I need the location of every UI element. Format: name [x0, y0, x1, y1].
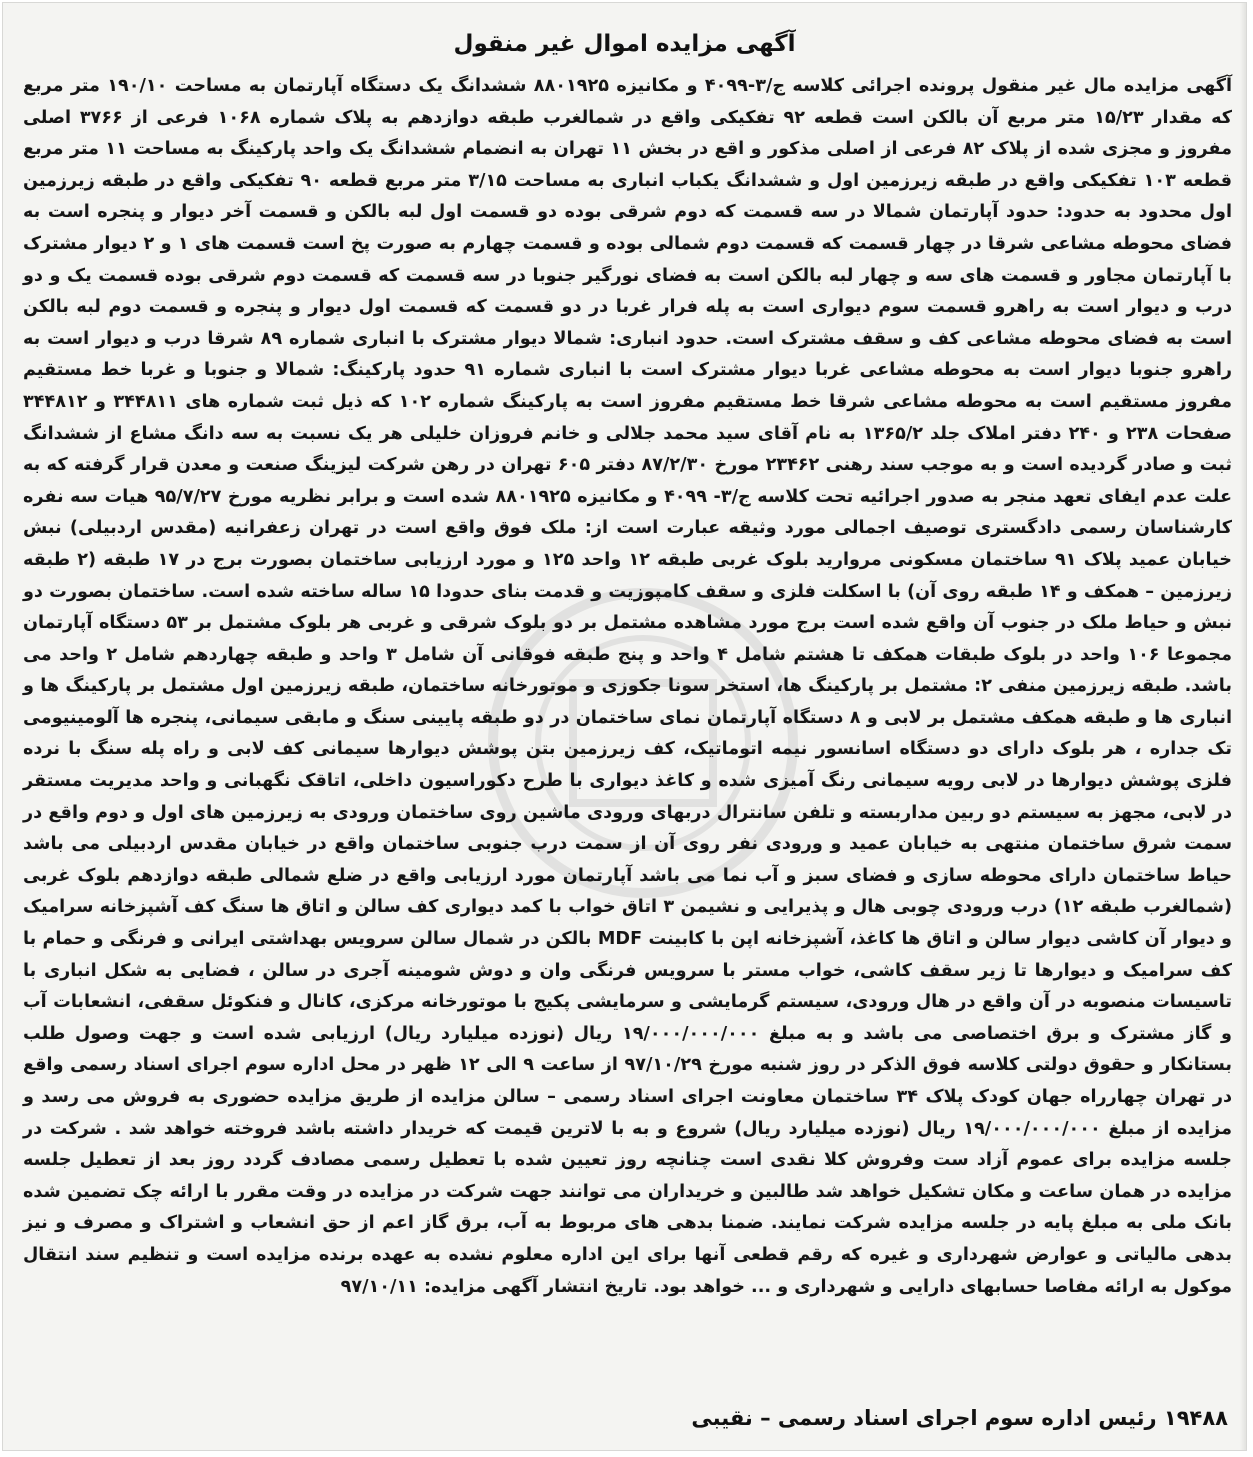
notice-body: آگهی مزایده مال غیر منقول پرونده اجرائی کلاسه ج/۳-۴۰۹۹ و مکانیزه ۸۸۰۱۹۲۵ ششدانگ یک دستگاه آپارتمان به مساحت ۱۹۰/۱۰ متر مربع که مقدار ۱۵/۲۳ متر مربع آن بالکن است قطعه ۹۲ تفکیکی واقع در شمالغرب طبقه دوازدهم به پلاک شماره ۱۰۶۸ فرعی از ۳۷۶۶ اصلی مفروز و مجزی شده از پلاک ۸۲ فرعی از اصلی مذکور و اقع در بخش ۱۱ تهران به انضمام ششدانگ یک واحد پارکینگ به مساحت ۱۱ متر مربع قطعه ۱۰۳ تفکیکی واقع در طبقه زیرزمین اول و ششدانگ یکباب انباری به مساحت ۳/۱۵ متر مربع قطعه ۹۰ تفکیکی واقع در طبقه زیرزمین اول محدود به حدود: حدود آپارتمان شمالا در سه قسمت که دوم شرقی بوده دو قسمت اول لبه بالکن و قسمت آخر دیوار و پنجره است به فضای محوطه مشاعی شرقا در چهار قسمت که قسمت دوم شمالی بوده و قسمت چهارم به صورت پخ است قسمت های ۱ و ۲ دیوار مشترک با آپارتمان مجاور و قسمت های سه و چهار لبه بالکن است به فضای نورگیر جنوبا در سه قسمت که قسمت دوم شرقی بوده قسمت یک و دو درب و دیوار است به راهرو قسمت سوم دیواری است به پله فرار غربا در دو قسمت که قسمت اول دیوار و پنجره و قسمت دوم لبه بالکن است به فضای محوطه مشاعی کف و سقف مشترک است. حدود انباری: شمالا دیوار مشترک با انباری شماره ۸۹ شرقا درب و دیوار است به راهرو جنوبا دیوار است به محوطه مشاعی غربا دیوار مشترک است با انباری شماره ۹۱ حدود پارکینگ: شمالا و جنوبا و غربا خط مستقیم مفروز مستقیم است به محوطه مشاعی شرقا خط مستقیم مفروز است به پارکینگ شماره ۱۰۲ که ذیل ثبت شماره های ۳۴۴۸۱۱ و ۳۴۴۸۱۲ صفحات ۲۳۸ و ۲۴۰ دفتر املاک جلد ۱۳۶۵/۲ به نام آقای سید محمد جلالی و خانم فروزان خلیلی هر یک نسبت به سه دانگ مشاع از ششدانگ ثبت و صادر گردیده است و به موجب سند رهنی ۲۳۴۶۲ مورخ ۸۷/۲/۳۰ دفتر ۶۰۵ تهران در رهن شرکت لیزینگ صنعت و معدن قرار گرفته که به علت عدم ایفای تعهد منجر به صدور اجرائیه تحت کلاسه ج/۳- ۴۰۹۹ و مکانیزه ۸۸۰۱۹۲۵ شده است و برابر نظریه مورخ ۹۵/۷/۲۷ هیات سه نفره کارشناسان رسمی دادگستری توصیف اجمالی مورد وثیقه عبارت است از: ملک فوق واقع است در تهران زعفرانیه (مقدس اردبیلی) نبش خیابان عمید پلاک ۹۱ ساختمان مسکونی مروارید بلوک غربی طبقه ۱۲ واحد ۱۲۵ و مورد ارزیابی ساختمان بصورت برج در ۱۷ طبقه (۲ طبقه زیرزمین – همکف و ۱۴ طبقه روی آن) با اسکلت فلزی و سقف کامپوزیت و قدمت بنای حدودا ۱۵ ساله ساخته شده است. ساختمان بصورت دو نبش و حیاط ملک در جنوب آن واقع شده است برج مورد مشاهده مشتمل بر دو بلوک شرقی و غربی هر بلوک مشتمل بر ۵۳ دستگاه آپارتمان مجموعا ۱۰۶ واحد در بلوک طبقات همکف تا هشتم شامل ۴ واحد و پنج طبقه فوقانی آن شامل ۳ واحد و طبقه چهاردهم شامل ۲ واحد می باشد. طبقه زیرزمین منفی ۲: مشتمل بر پارکینگ ها، استخر سونا جکوزی و موتورخانه ساختمان، طبقه زیرزمین اول مشتمل بر پارکینگ ها و انباری ها و طبقه همکف مشتمل بر لابی و ۸ دستگاه آپارتمان نمای ساختمان در دو طبقه پایینی سنگ و مابقی سیمانی، پنجره ها آلومینیومی تک جداره ، هر بلوک دارای دو دستگاه اسانسور نیمه اتوماتیک، کف زیرزمین بتن پوشش دیوارها سیمانی کف لابی و راه پله سنگ با نرده فلزی پوشش دیوارها در لابی رویه سیمانی رنگ آمیزی شده و کاغذ دیواری با طرح دکوراسیون داخلی، اتاقک نگهبانی و واحد مدیریت مستقر در لابی، مجهز به سیستم دو ربین مداربسته و تلفن سانترال دربهای ورودی ماشین روی ساختمان ورودی به زیرزمین های اول و دوم واقع در سمت شرق ساختمان منتهی به خیابان عمید و ورودی نفر روی آن از سمت درب جنوبی ساختمان واقع در خیابان مقدس اردبیلی می باشد حیاط ساختمان دارای محوطه سازی و فضای سبز و آب نما می باشد آپارتمان مورد ارزیابی واقع در ضلع شمالی طبقه دوازدهم بلوک غربی (شمالغرب طبقه ۱۲) درب ورودی چوبی هال و پذیرایی و نشیمن ۳ اتاق خواب با کمد دیواری کف سالن و اتاق ها سنگ کف آشپزخانه سرامیک و دیوار آن کاشی دیوار سالن و اتاق ها کاغذ، آشپزخانه اپن با کابینت MDF بالکن در شمال سالن سرویس بهداشتی ایرانی و فرنگی و حمام با کف سرامیک و دیوارها تا زیر سقف کاشی، خواب مستر با سرویس فرنگی وان و دوش شومینه آجری در سالن ، فضایی به شکل انباری با تاسیسات منصوبه در آن واقع در هال ورودی، سیستم گرمایشی و سرمایشی پکیج با موتورخانه مرکزی، کانال و فنکوئل سقفی، انشعابات آب و گاز مشترک و برق اختصاصی می باشد و به مبلغ ۱۹/۰۰۰/۰۰۰/۰۰۰ ریال (نوزده میلیارد ریال) ارزیابی شده است و جهت وصول طلب بستانکار و حقوق دولتی کلاسه فوق الذکر در روز شنبه مورخ ۹۷/۱۰/۲۹ از ساعت ۹ الی ۱۲ ظهر در محل اداره سوم اجرای اسناد رسمی واقع در تهران چهارراه جهان کودک پلاک ۳۴ ساختمان معاونت اجرای اسناد رسمی – سالن مزایده از طریق مزایده حضوری به فروش می رسد و مزایده از مبلغ ۱۹/۰۰۰/۰۰۰/۰۰۰ ریال (نوزده میلیارد ریال) شروع و به با لاترین قیمت که خریدار داشته باشد فروخته خواهد شد . شرکت در جلسه مزایده برای عموم آزاد ست وفروش کلا نقدی است چنانچه روز تعیین شده با تعطیل رسمی مصادف گردد روز بعد از تعطیل جلسه مزایده در همان ساعت و مکان تشکیل خواهد شد طالبین و خریداران می توانند جهت شرکت در مزایده در وقت مقرر با ارائه چک تضمین شده بانک ملی به مبلغ پایه در جلسه مزایده شرکت نمایند. ضمنا بدهی های مربوط به آب، برق گاز اعم از حق انشعاب و اشتراک و مصرف و نیز بدهی مالیاتی و عوارض شهرداری و غیره که رقم قطعی آنها برای این اداره معلوم نشده به عهده برنده مزایده است و تنظیم سند انتقال موکول به ارائه مفاصا حسابهای دارایی و شهرداری و ... خواهد بود. تاریخ انتشار آگهی مزایده: ۹۷/۱۰/۱۱ — [23, 76, 1233, 1297]
notice-title: آگهی مزایده اموال غیر منقول — [453, 31, 796, 57]
scan-edge — [1240, 3, 1246, 1450]
notice-signature: ۱۹۴۸۸ رئیس اداره سوم اجرای اسناد رسمی – نقیبی — [691, 1406, 1228, 1430]
notice-page — [2, 2, 1247, 1451]
